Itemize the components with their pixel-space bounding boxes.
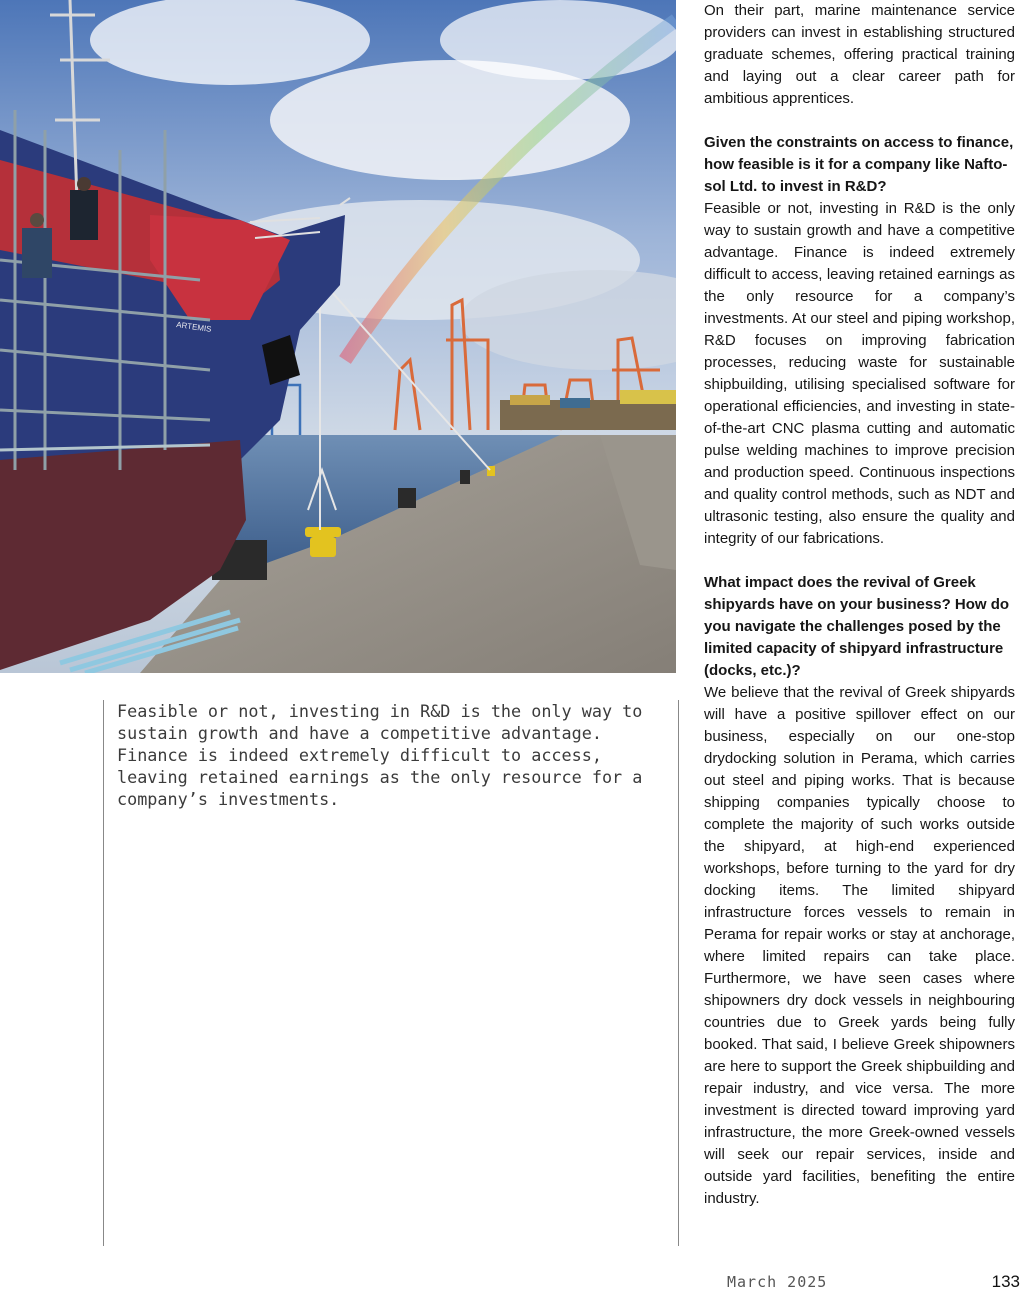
question-1: Given the constraints on access to finance, how feasible is it for a company like Naftosol Ltd. to invest in R&D? — [704, 134, 1014, 195]
harbor-ship-photo — [0, 0, 676, 673]
article-column — [704, 0, 1015, 1210]
footer-date: March 2025 — [727, 1273, 828, 1291]
answer-2: We believe that the revival of Greek shipyards will have a positive spillover effect on our business, especially on our one-stop drydocking solution in Perama, which carries out steel and piping works. That is because shipping companies typically choose to complete the majority of such works outside the shipyard, at high-end experienced workshops, before turning to the yard for dry docking items. The limited shipyard infrastructure forces vessels to remain in Perama for repair works or stay at anchorage, where limited repairs can take place. Furthermore, we have seen cases where shipowners dry dock vessels in neighbouring countries due to Greek yards being fully booked. That said, I believe Greek shipowners are here to support the Greek shipbuilding and repair industry, and vice versa. The more investment is directed toward improving yard infrastructure, the more Greek-owned vessels will seek our repair services, inside and outside yard facilities, benefiting the entire industry. — [704, 684, 1015, 1207]
intro-paragraph: On their part, marine maintenance service providers can invest in establishing structured graduate schemes, offering practical training and laying out a clear career path for ambitious apprentices. — [704, 2, 1015, 107]
ship-name-text: ARTEMIS — [175, 320, 213, 334]
question-2: What impact does the revival of Greek shipyards have on your business? How do you navigate the challenges posed by the limited capacity of shipyard infrastructure (docks, etc.)? — [704, 574, 1010, 679]
answer-1: Feasible or not, investing in R&D is the only way to sustain growth and have a competitive advantage. Finance is indeed extremely difficult to access, leaving retained earnings as the only resource for a company’s investments. At our steel and piping workshop, R&D focuses on improving fabrication processes, reducing waste for sustainable shipbuilding, utilising specialised software for operational efficiencies, and investing in state-of-the-art CNC plasma cutting and automatic pulse welding machines to improve precision and production speed. Continuous inspections and quality control methods, such as NDT and ultrasonic testing, also ensure the quality and integrity of our fabrications. — [704, 200, 1015, 547]
pull-quote-text: Feasible or not, investing in R&D is the only way to sustain growth and have a competitive advantage. Finance is indeed extremely difficult to access, leaving retained earnings as the only resource for a company’s investments. — [117, 701, 643, 809]
page-number: 133 — [991, 1272, 1020, 1291]
pull-quote — [103, 700, 679, 1246]
